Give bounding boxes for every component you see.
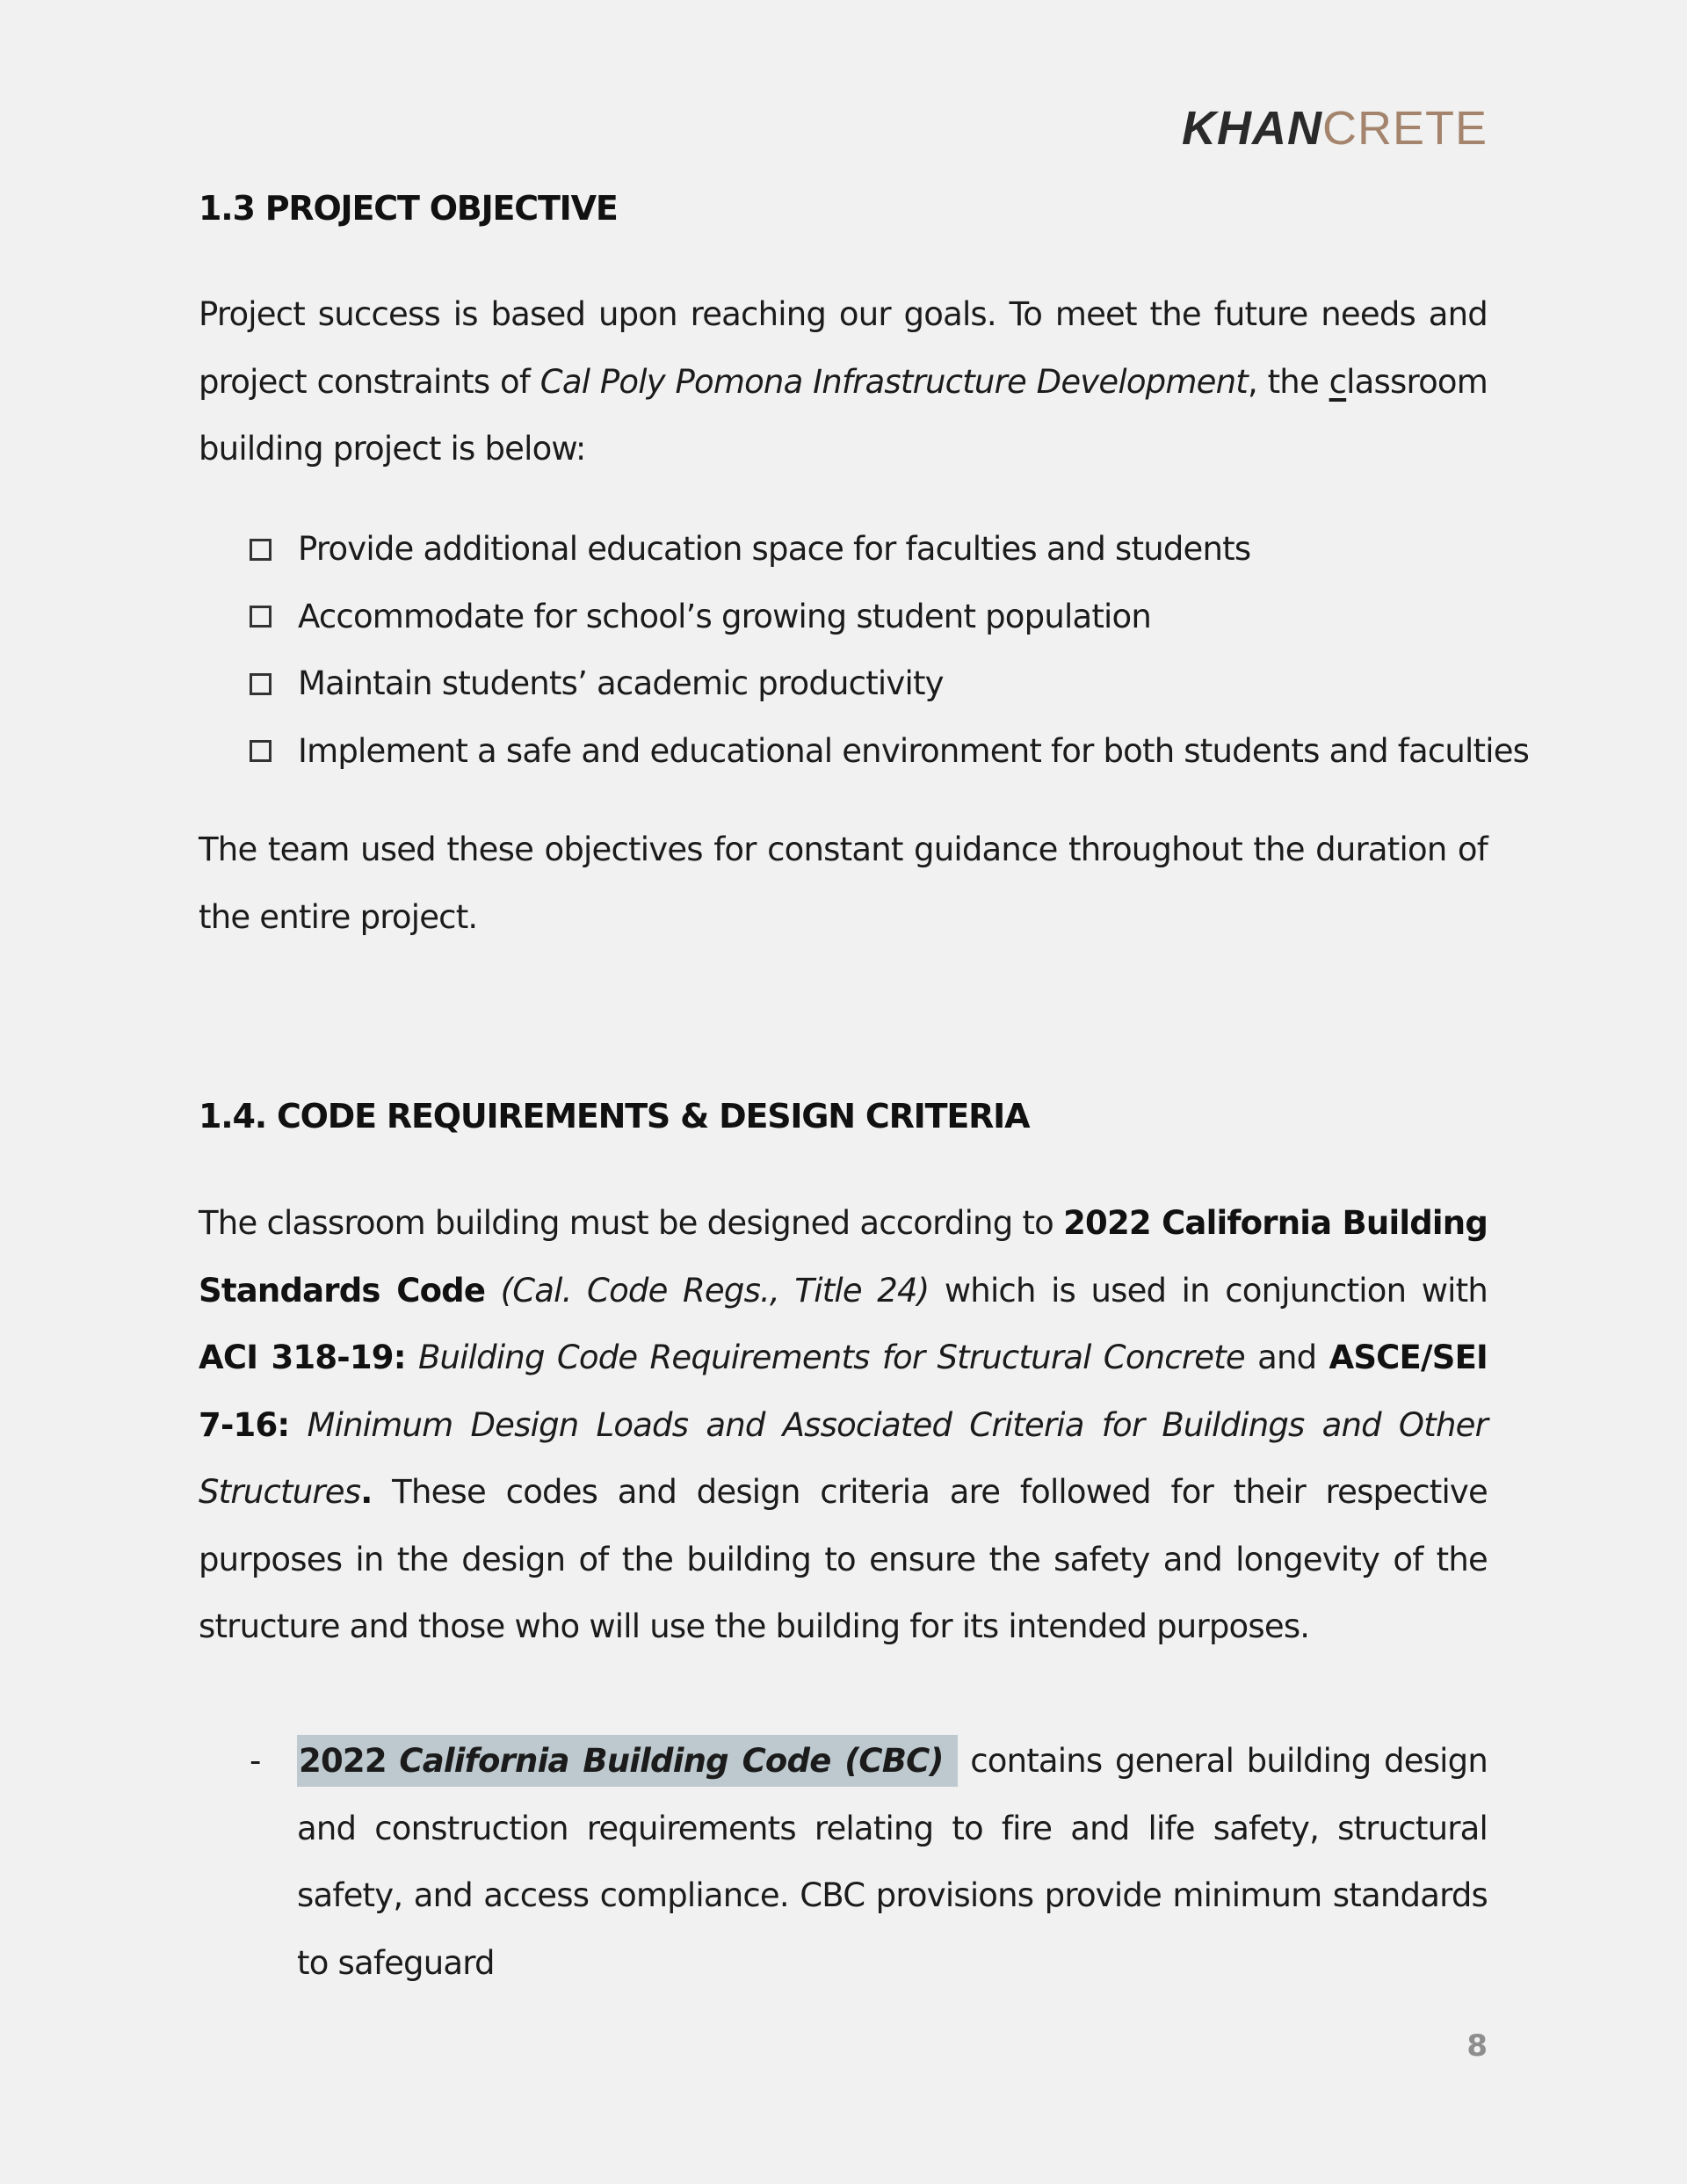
cbc-bullet-paragraph: 2022 California Building Code (CBC) contains general building design and construction requirements relating to fire and life safety, structural safety, and access compliance. CBC provisions provide minimum standards to safeguard — [297, 1728, 1488, 1997]
checkbox-icon — [250, 740, 272, 762]
code-requirements-paragraph: The classroom building must be designed according to 2022 California Building Standards Code (Cal. Code Regs., Title 24) which is used in conjunction with ACI 318-19: Building Code Requirements for Structural Concrete and ASCE/SEI 7-16: Minimum Design Loads and Associated Criteria for Buildings and Other Structures. These codes and design criteria are followed for their respective purposes in the design of the building to ensure the safety and longevity of the structure and those who will use the building for its intended purposes. — [199, 1204, 1488, 1645]
objectives-closing-paragraph: The team used these objectives for constant guidance throughout the duration of the entire project. — [199, 831, 1488, 936]
objectives-checklist — [250, 516, 1529, 785]
project-objective-intro: Project success is based upon reaching our goals. To meet the future needs and project constraints of Cal Poly Pomona Infrastructure Development, the classroom building project is below: — [199, 295, 1488, 468]
checkbox-icon — [250, 673, 272, 695]
page-number: 8 — [1466, 2028, 1488, 2064]
checklist-item: Maintain students’ academic productivity — [250, 650, 1529, 718]
checkbox-icon — [250, 539, 272, 561]
checklist-item: Implement a safe and educational environment for both students and faculties — [250, 718, 1529, 786]
checkbox-icon — [250, 606, 272, 628]
section-heading-project-objective: 1.3 PROJECT OBJECTIVE — [199, 189, 618, 228]
khancrete-logo: KHANCRETE — [1181, 102, 1488, 155]
cbc-highlight: 2022 California Building Code (CBC) — [297, 1735, 958, 1787]
bullet-marker: - — [250, 1742, 262, 1780]
section-heading-code-requirements: 1.4. CODE REQUIREMENTS & DESIGN CRITERIA — [199, 1097, 1030, 1136]
checklist-item: Provide additional education space for faculties and students — [250, 516, 1529, 584]
checklist-item: Accommodate for school’s growing student population — [250, 584, 1529, 651]
